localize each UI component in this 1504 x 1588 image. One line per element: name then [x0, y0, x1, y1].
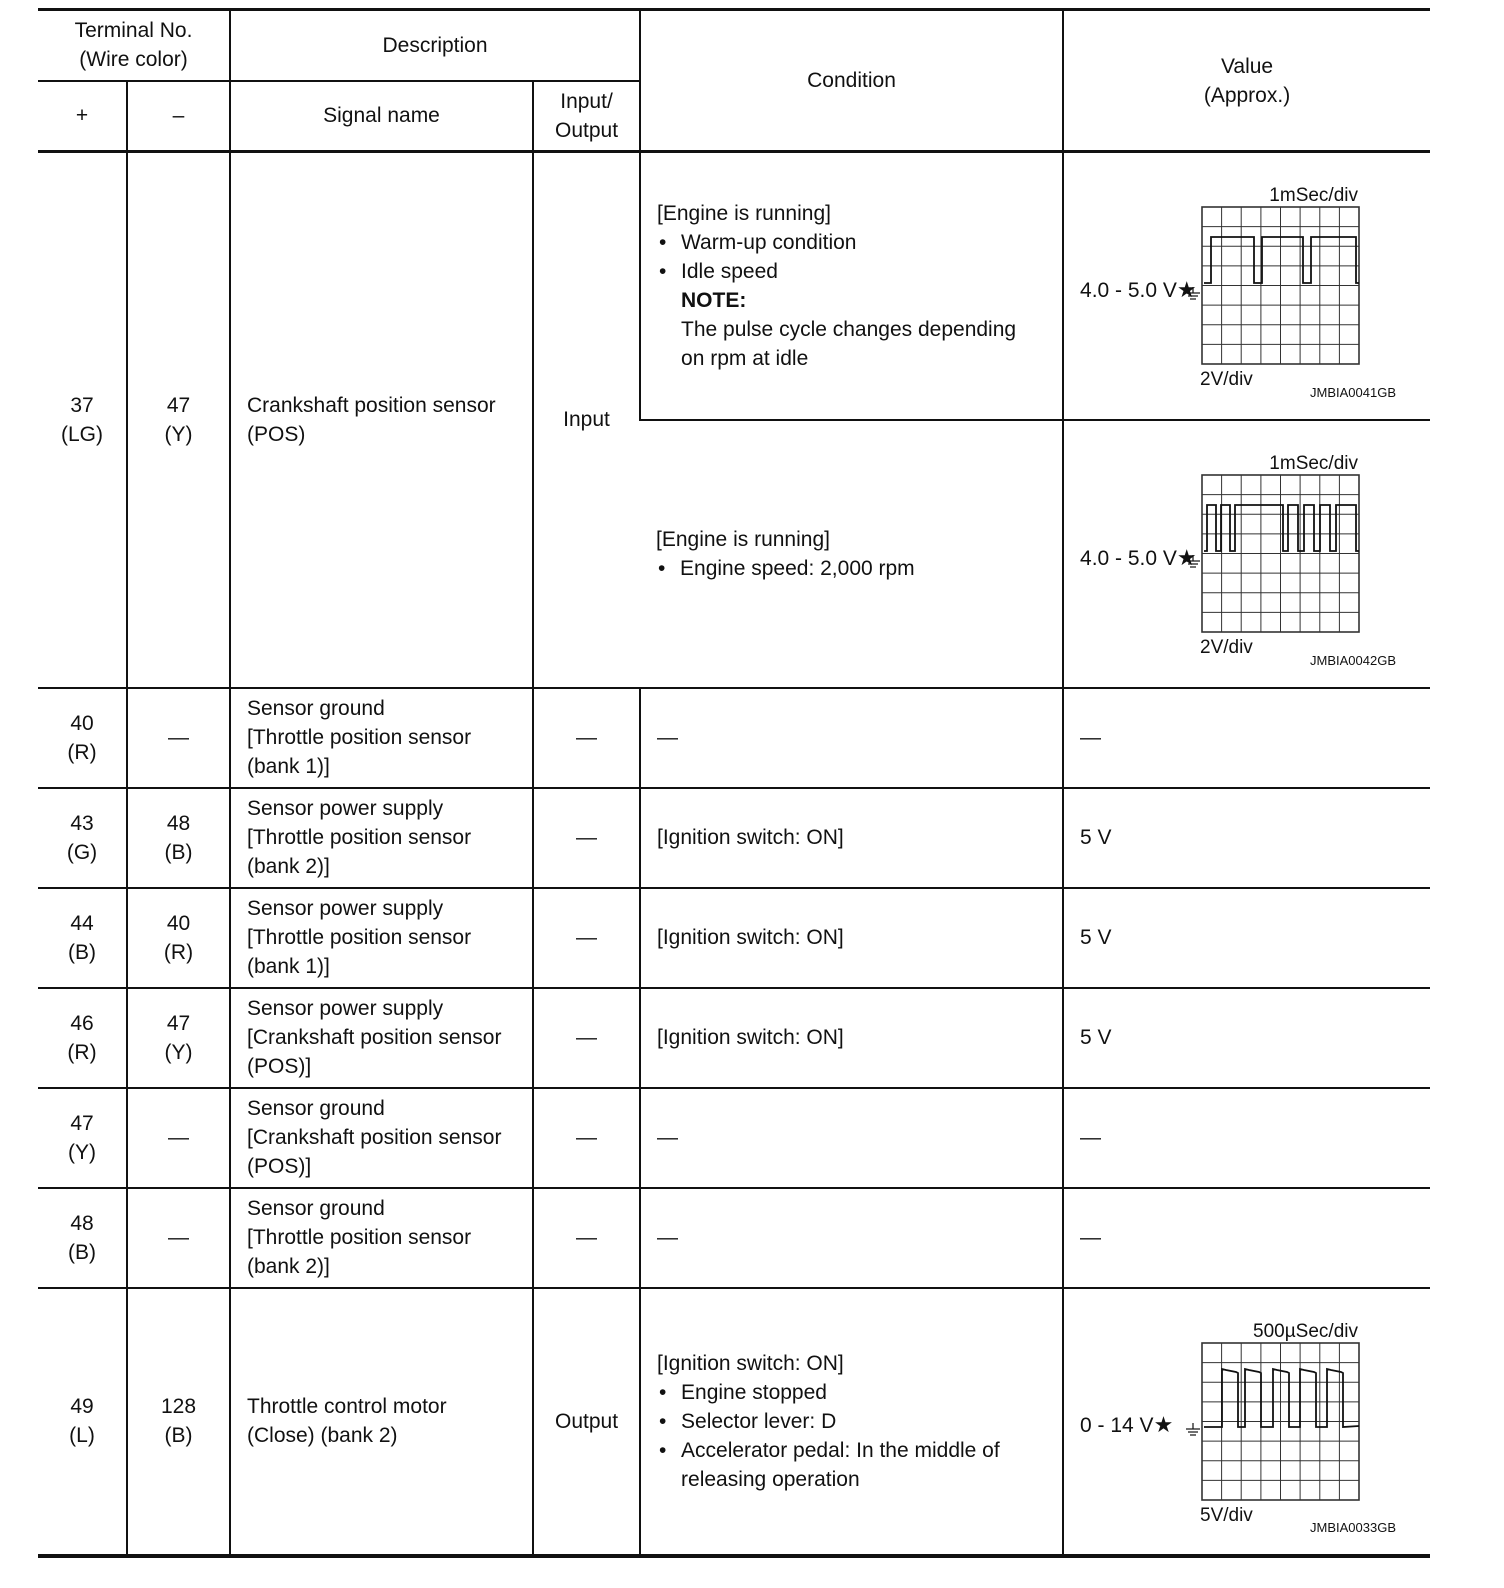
minus-terminal: 40 (R)	[127, 888, 230, 988]
terminal-table	[38, 8, 1430, 1558]
minus-terminal: —	[127, 688, 230, 788]
volt-division-label: 2V/div	[1200, 636, 1253, 658]
table-row	[38, 152, 1430, 420]
io-type: —	[533, 888, 640, 988]
io-type: —	[533, 688, 640, 788]
condition-cell: —	[640, 688, 1063, 788]
minus-terminal: 128 (B)	[127, 1288, 230, 1556]
table-row	[38, 888, 1430, 988]
io-type: Output	[533, 1288, 640, 1556]
condition-bullet: • Selector lever: D	[657, 1407, 1056, 1436]
plus-terminal: 40 (R)	[38, 688, 127, 788]
description-header: Description	[230, 10, 640, 81]
condition-cell: [Ignition switch: ON]	[640, 888, 1063, 988]
plus-terminal: 46 (R)	[38, 988, 127, 1088]
value-cell: 5 V	[1063, 988, 1430, 1088]
value-cell: —	[1063, 688, 1430, 788]
image-id: JMBIA0041GB	[1310, 384, 1397, 400]
condition-bullet: • Engine stopped	[657, 1378, 1056, 1407]
signal-name-header: Signal name	[230, 81, 533, 152]
condition-bullet: • Idle speed	[657, 257, 1056, 286]
value-cell: 4.0 - 5.0 V★ 1mSec/div 2V/div JMBIA0041GB	[1063, 152, 1430, 420]
condition-bullet: • Warm-up condition	[657, 228, 1056, 257]
star-icon: ★	[1176, 544, 1197, 570]
signal-name: Sensor ground [Throttle position sensor (bank 1)]	[230, 688, 533, 788]
value-cell: 5 V	[1063, 788, 1430, 888]
minus-terminal: 48 (B)	[127, 788, 230, 888]
io-type: —	[533, 1188, 640, 1288]
table-row	[38, 788, 1430, 888]
time-division-label: 1mSec/div	[1269, 454, 1359, 474]
signal-name: Sensor power supply [Throttle position sensor (bank 1)]	[230, 888, 533, 988]
minus-terminal: 47 (Y)	[127, 152, 230, 688]
signal-name: Sensor power supply [Throttle position sensor (bank 2)]	[230, 788, 533, 888]
condition-cell: [Ignition switch: ON] • Engine stopped • Selector lever: D • Accelerator pedal: In the middle of releasing operation	[640, 1288, 1063, 1556]
table-row	[38, 1088, 1430, 1188]
star-icon: ★	[1153, 1412, 1174, 1437]
plus-terminal: 48 (B)	[38, 1188, 127, 1288]
condition-cell: —	[640, 1188, 1063, 1288]
value-cell: 0 - 14 V★ 500µSec/div 5V/div JMBIA0033GB	[1063, 1288, 1430, 1556]
condition-bullet: • Engine speed: 2,000 rpm	[656, 554, 1056, 583]
value-header: Value (Approx.)	[1063, 10, 1430, 152]
input-output-header: Input/ Output	[533, 81, 640, 152]
condition-cell: [Ignition switch: ON]	[640, 988, 1063, 1088]
condition-cell: [Engine is running] • Warm-up condition • Idle speed NOTE: The pulse cycle changes depending on rpm at idle	[640, 152, 1063, 420]
image-id: JMBIA0033GB	[1310, 1519, 1397, 1535]
star-icon: ★	[1176, 276, 1197, 302]
table-row	[38, 1188, 1430, 1288]
value-cell: —	[1063, 1088, 1430, 1188]
plus-terminal: 49 (L)	[38, 1288, 127, 1556]
note-label: NOTE:	[681, 288, 747, 312]
condition-bullet: • Accelerator pedal: In the middle of	[657, 1436, 1056, 1465]
plus-terminal: 37 (LG)	[38, 152, 127, 688]
io-type: —	[533, 988, 640, 1088]
plus-terminal: 47 (Y)	[38, 1088, 127, 1188]
condition-cell: [Engine is running] • Engine speed: 2,000 rpm	[640, 420, 1063, 688]
volt-division-label: 5V/div	[1200, 1504, 1253, 1526]
signal-name: Sensor power supply [Crankshaft position sensor (POS)]	[230, 988, 533, 1088]
signal-name: Sensor ground [Crankshaft position sensor (POS)]	[230, 1088, 533, 1188]
condition-cell: —	[640, 1088, 1063, 1188]
time-division-label: 500µSec/div	[1253, 1322, 1359, 1342]
signal-name: Sensor ground [Throttle position sensor (bank 2)]	[230, 1188, 533, 1288]
oscilloscope-waveform	[1118, 187, 1408, 397]
value-cell: 5 V	[1063, 888, 1430, 988]
table-row	[38, 988, 1430, 1088]
value-cell: 4.0 - 5.0 V★ 1mSec/div 2V/div JMBIA0042GB	[1063, 420, 1430, 688]
terminal-no-header: Terminal No. (Wire color)	[38, 10, 230, 81]
minus-terminal: —	[127, 1188, 230, 1288]
table-row	[38, 688, 1430, 788]
minus-terminal: 47 (Y)	[127, 988, 230, 1088]
minus-header: –	[127, 81, 230, 152]
condition-cell: [Ignition switch: ON]	[640, 788, 1063, 888]
oscilloscope-waveform	[1118, 1323, 1408, 1533]
io-type: Input	[533, 152, 640, 688]
time-division-label: 1mSec/div	[1269, 187, 1359, 206]
table-row	[38, 1288, 1430, 1556]
plus-header: +	[38, 81, 127, 152]
value-cell: —	[1063, 1188, 1430, 1288]
plus-terminal: 44 (B)	[38, 888, 127, 988]
io-type: —	[533, 788, 640, 888]
signal-name: Crankshaft position sensor (POS)	[230, 152, 533, 688]
condition-header: Condition	[640, 10, 1063, 152]
volt-division-label: 2V/div	[1200, 369, 1253, 390]
io-type: —	[533, 1088, 640, 1188]
signal-name: Throttle control motor (Close) (bank 2)	[230, 1288, 533, 1556]
oscilloscope-waveform	[1118, 455, 1408, 665]
plus-terminal: 43 (G)	[38, 788, 127, 888]
image-id: JMBIA0042GB	[1310, 652, 1397, 668]
minus-terminal: —	[127, 1088, 230, 1188]
